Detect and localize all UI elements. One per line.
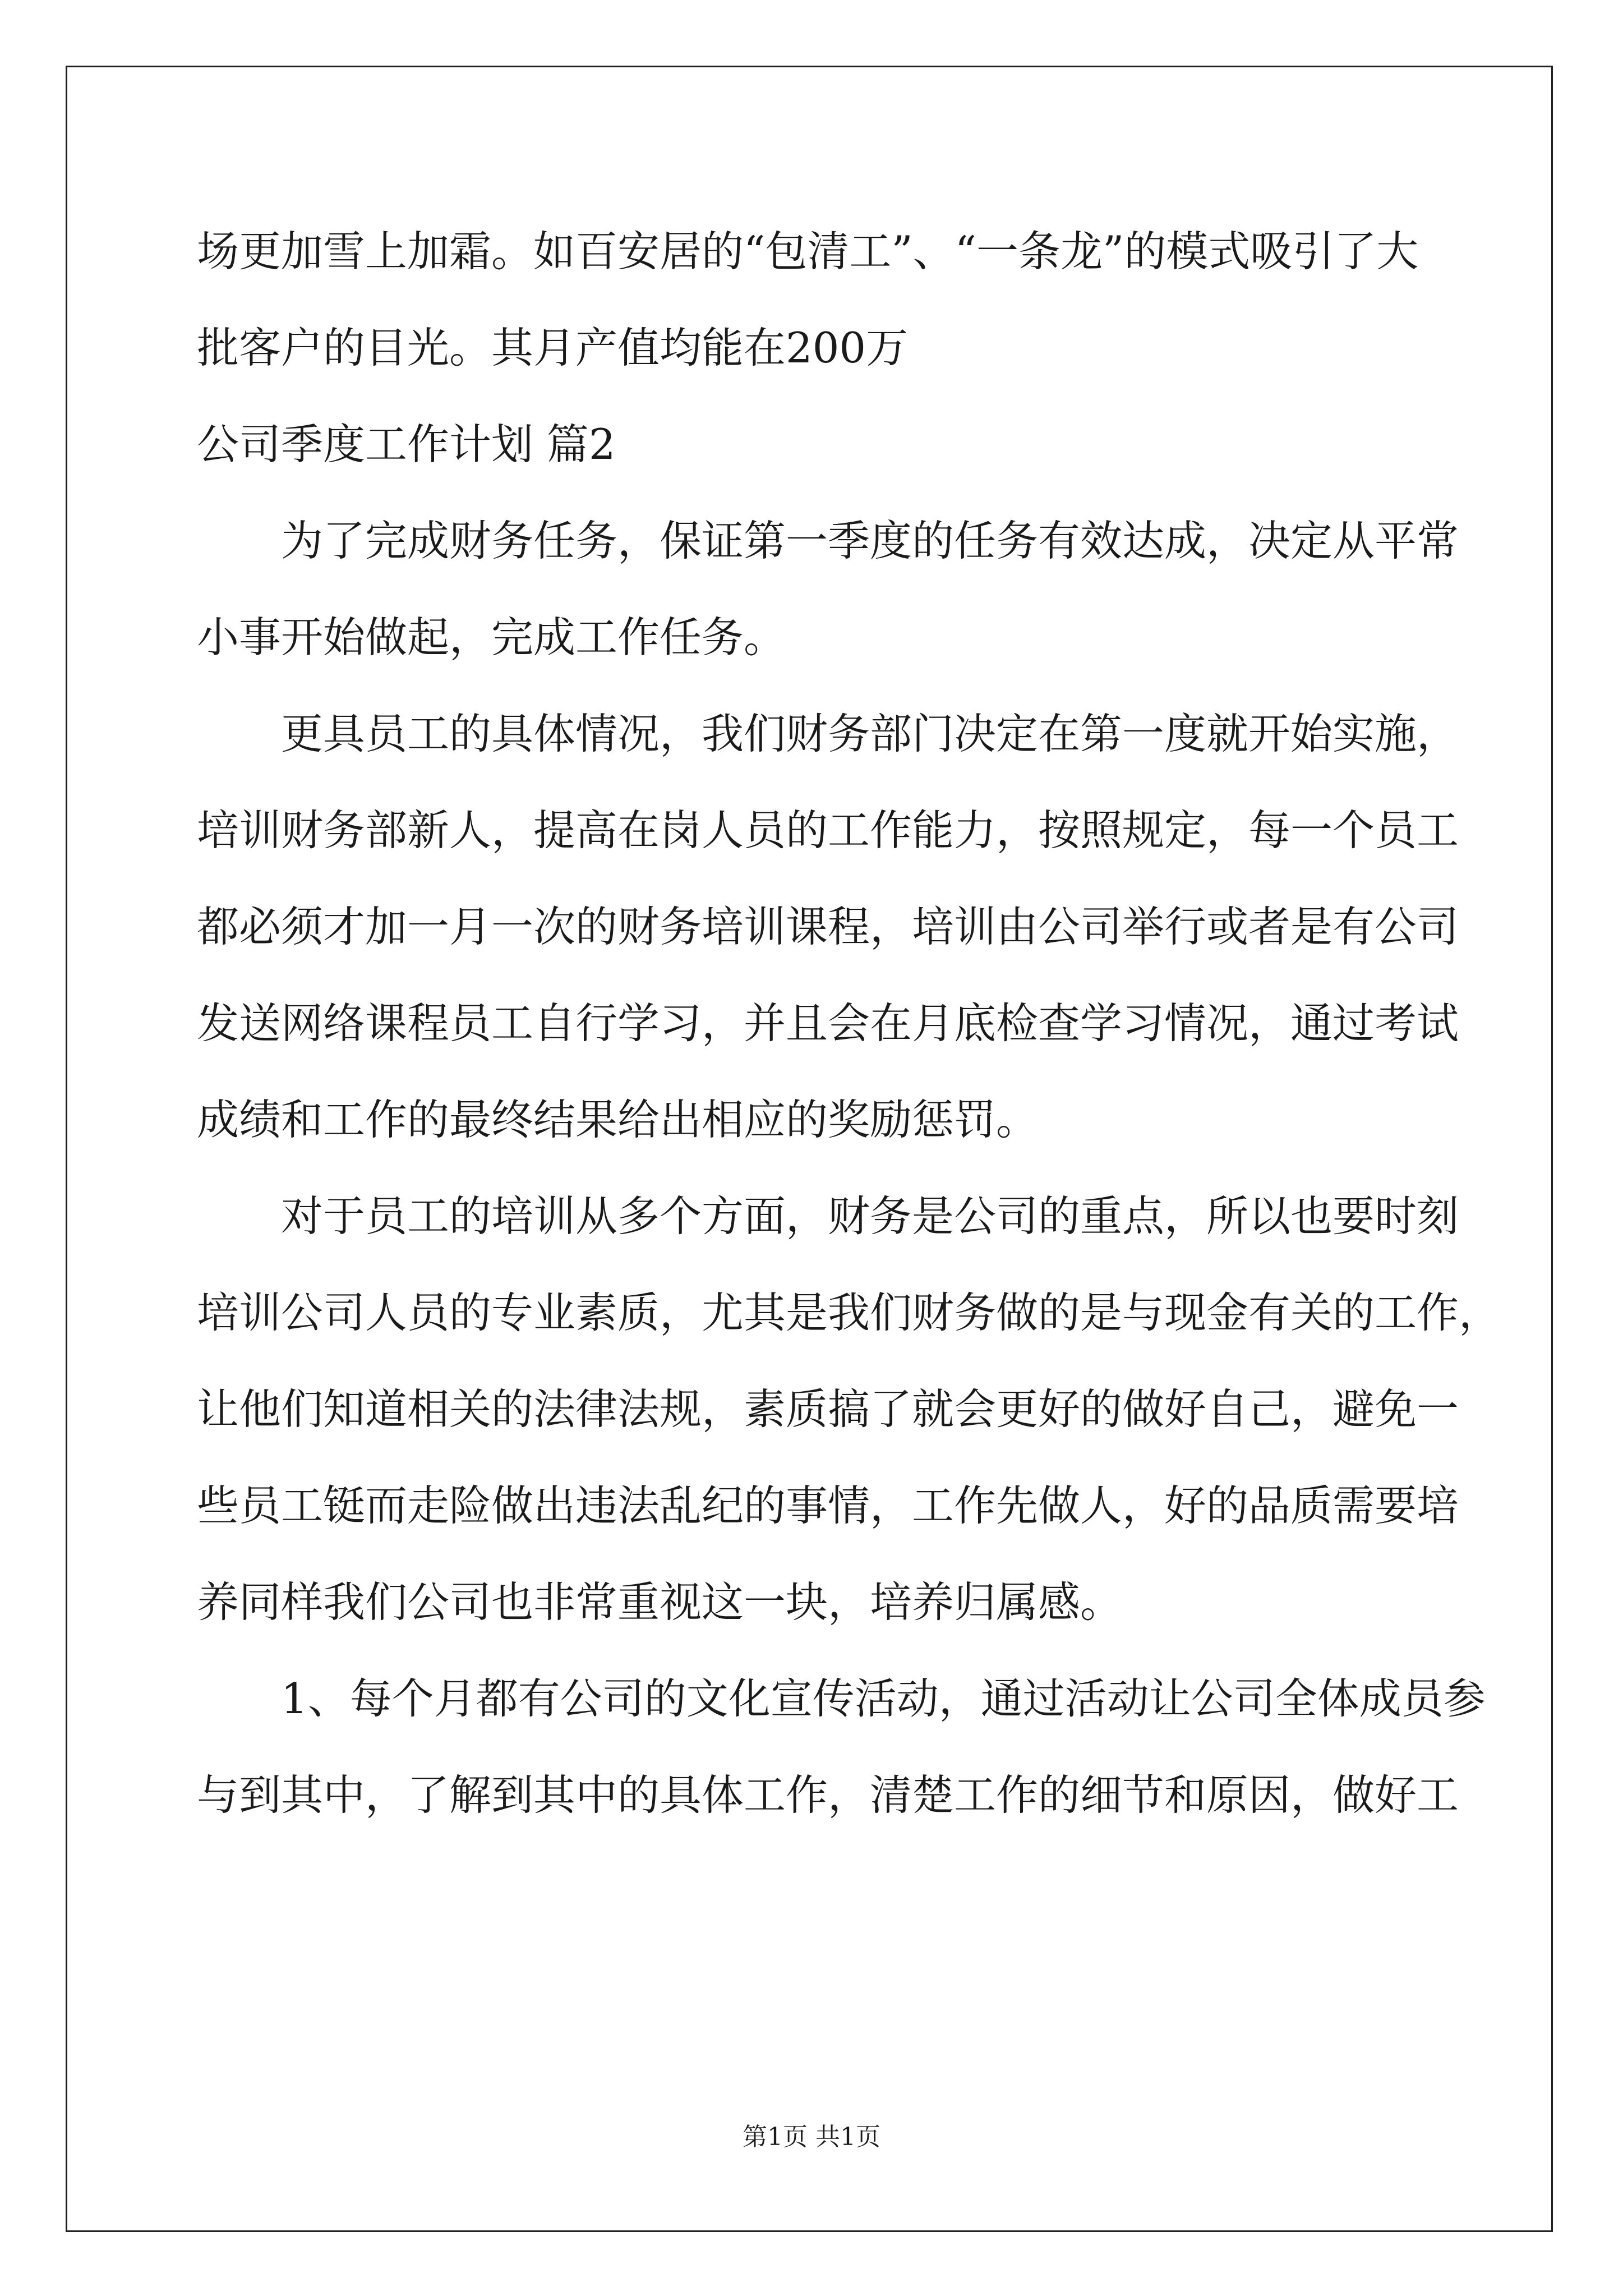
- text-line: 场更加雪上加霜。如百安居的“包清工”、“一条龙”的模式吸引了大: [197, 227, 1419, 276]
- page-footer: 第1页 共1页: [743, 2123, 880, 2151]
- text-line: 让他们知道相关的法律法规，素质搞了就会更好的做好自己，避免一: [197, 1384, 1459, 1434]
- text-line: 与到其中，了解到其中的具体工作，清楚工作的细节和原因，做好工: [197, 1770, 1459, 1820]
- text-line: 更具员工的具体情况，我们财务部门决定在第一度就开始实施，: [281, 709, 1459, 758]
- text-line: 为了完成财务任务，保证第一季度的任务有效达成，决定从平常: [281, 516, 1459, 565]
- document-body: [197, 203, 1501, 1843]
- text-line: 养同样我们公司也非常重视这一块，培养归属感。: [197, 1577, 1123, 1627]
- text-line: 成绩和工作的最终结果给出相应的奖励惩罚。: [197, 1095, 1039, 1144]
- text-line: 培训公司人员的专业素质，尤其是我们财务做的是与现金有关的工作，: [197, 1288, 1501, 1337]
- text-line: 都必须才加一月一次的财务培训课程，培训由公司举行或者是有公司: [197, 902, 1459, 951]
- text-line: 些员工铤而走险做出违法乱纪的事情，工作先做人，好的品质需要培: [197, 1481, 1459, 1530]
- text-line: 小事开始做起，完成工作任务。: [197, 613, 786, 662]
- text-line: 1、每个月都有公司的文化宣传活动，通过活动让公司全体成员参: [281, 1674, 1486, 1723]
- text-line: 培训财务部新人，提高在岗人员的工作能力，按照规定，每一个员工: [197, 806, 1459, 855]
- text-line: 发送网络课程员工自行学习，并且会在月底检查学习情况，通过考试: [197, 999, 1459, 1048]
- section-heading: 公司季度工作计划 篇2: [197, 420, 616, 469]
- text-line: 批客户的目光。其月产值均能在200万: [197, 323, 909, 372]
- text-line: 对于员工的培训从多个方面，财务是公司的重点，所以也要时刻: [281, 1191, 1459, 1241]
